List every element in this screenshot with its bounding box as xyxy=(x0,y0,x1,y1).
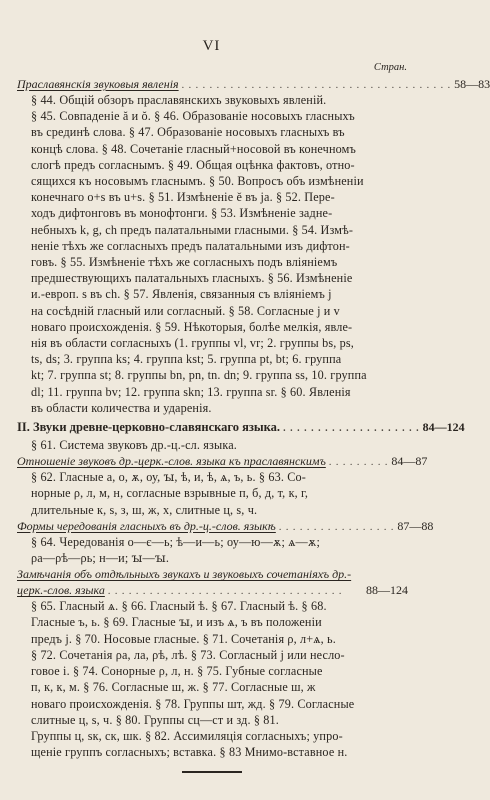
table-of-contents xyxy=(17,76,490,760)
toc-entry-body xyxy=(31,437,408,453)
toc-line: ρа—ρѣ—ρь; н—и; ꙑ—ꙑ. xyxy=(31,551,170,566)
toc-section-title: II. Звуки древне-церковно-славянскаго языка. xyxy=(17,420,281,435)
toc-line: § 44. Общій обзоръ праславянскихъ звуковыхъ явленій. xyxy=(31,93,327,107)
toc-entry-body xyxy=(31,598,408,760)
toc-entry-heading xyxy=(17,453,428,469)
toc-line: въ срединѣ слова. § 47. Образованіе носовыхъ гласныхъ въ xyxy=(31,125,345,140)
leader-dots: . . . . . . . . . . . . . . . . . . . . xyxy=(283,423,420,435)
toc-line: § 62. Гласные а, о, ѫ, оу, ꙑ, ѣ, и, ѣ, ѧ, ъ, ь. § 63. Со- xyxy=(31,470,306,485)
toc-line: длительные к, ѕ, з, ш, ж, х, слитные ц, ѕ, ч. xyxy=(31,502,258,517)
toc-line: концѣ слова. § 48. Сочетаніе гласный+носовой въ конечномъ xyxy=(31,141,356,156)
leader-dots: . . . . . . . . . . . . . . . . . . . . . . . . . . . . . . . . . . . . . . . xyxy=(181,80,452,91)
toc-line: говъ. § 55. Измѣненіе тѣхъ же согласныхъ подъ вліяніемъ xyxy=(31,255,338,270)
leader-dots: . . . . . . . . . . . . . . . . . xyxy=(278,521,395,533)
toc-entry-title: Формы чередованія гласныхъ въ др.-ц.-слов. языкѣ xyxy=(17,518,276,533)
toc-line: новаго происхожденія. § 59. Нѣкоторыя, болѣе мелкія, явле- xyxy=(31,319,353,334)
toc-line: § 65. Гласный ѧ. § 66. Гласный ѣ. § 67. Гласный ѣ. § 68. xyxy=(31,599,327,614)
toc-line: небныхъ k, g, ch предъ палатальными гласными. § 54. Измѣ- xyxy=(31,222,354,237)
toc-line: § 45. Совпаденіе ă и ŏ. § 46. Образованіе носовыхъ гласныхъ xyxy=(31,109,355,124)
toc-entry-heading xyxy=(17,582,408,598)
page-number: VI xyxy=(202,38,221,54)
toc-line: Группы ц, ѕк, ск, шк. § 82. Ассимиляція согласныхъ; упро- xyxy=(31,728,343,743)
leader-dots: . . . . . . . . . xyxy=(328,457,389,469)
toc-line: сящихся къ носовымъ гласнымъ. § 50. Вопросъ объ измѣненіи xyxy=(31,174,364,189)
toc-line: въ области количества и ударенія. xyxy=(31,400,212,415)
toc-entry-title: Отношеніе звуковъ др.-церк.-слов. языка къ праславянскимъ xyxy=(17,454,326,469)
toc-entry-body xyxy=(31,469,408,518)
column-header: Стран. xyxy=(373,62,407,73)
toc-line: говое і. § 74. Сонорные ρ, л, н. § 75. Губные согласные xyxy=(31,664,323,679)
toc-line: новаго происхожденія. § 78. Группы шт, жд. § 79. Согласные xyxy=(31,696,355,711)
closing-rule xyxy=(182,771,242,773)
leader-dots: . . . . . . . . . . . . . . . . . . . . . . . . . . . . . . . . . . xyxy=(107,586,343,598)
toc-entry-title-cont: церк.-слов. языка xyxy=(17,583,105,598)
toc-line: kt; 7. группа st; 8. группы bn, pn, tn. dn; 9. группа ss, 10. группа xyxy=(31,368,367,383)
toc-entry-body xyxy=(31,92,408,416)
toc-line: норные ρ, л, м, н, согласные взрывные п, б, д, т, к, г, xyxy=(31,486,309,501)
toc-line: предшествующихъ палатальныхъ гласныхъ. § 56. Измѣненіе xyxy=(31,271,353,286)
toc-entry-heading xyxy=(17,76,490,92)
toc-line: § 72. Сочетанія ρа, ла, ρѣ, лѣ. § 73. Согласный j или неслo- xyxy=(31,647,345,662)
toc-line: слитные ц, ѕ, ч. § 80. Группы сц—ст и зд. § 81. xyxy=(31,712,279,727)
toc-line: Гласные ъ, ь. § 69. Гласные ꙑ, и изъ ѧ, ъ въ положеніи xyxy=(31,615,322,630)
toc-entry-title: Замѣчанія объ отдѣльныхъ звукахъ и звуковыхъ сочетаніяхъ др.- xyxy=(17,567,352,582)
toc-entry-pages: 88—124 xyxy=(366,583,408,598)
toc-line: и.-европ. s въ ch. § 57. Явленія, связанныя съ вліяніемъ j xyxy=(31,287,332,302)
toc-section-heading xyxy=(17,419,465,437)
toc-entry-heading xyxy=(17,518,434,534)
toc-line: § 64. Чередованія о—є—ь; ѣ—и—ь; оу—ю—ѫ; ѧ—ѫ; xyxy=(31,534,320,549)
toc-entry-body xyxy=(31,534,408,566)
toc-line: неніе тѣхъ же согласныхъ предъ палатальными изъ дифтон- xyxy=(31,238,350,253)
toc-line: ходъ дифтонговъ въ монофтонги. § 53. Измѣненіе задне- xyxy=(31,206,333,221)
toc-line: щеніе группъ согласныхъ; вставка. § 83 Мнимо-вставное н. xyxy=(31,745,348,760)
toc-section-pages: 84—124 xyxy=(422,420,465,435)
toc-entry-title: Праславянскія звуковыя явленія xyxy=(17,77,179,91)
toc-line: предъ j. § 70. Носовые гласные. § 71. Сочетанія ρ, л+ѧ, ь. xyxy=(31,631,336,646)
toc-line: п, к, к, м. § 76. Согласные ш, ж. § 77. Согласные ш, ж xyxy=(31,680,316,695)
toc-line: ts, ds; 3. группа ks; 4. группа kst; 5. группа pt, bt; 6. группа xyxy=(31,352,342,367)
toc-line: нія въ области согласныхъ (1. группы vl, vr; 2. группы bs, ps, xyxy=(31,336,354,351)
toc-line: конечнаго о+s въ u+s. § 51. Измѣненіе ě въ ja. § 52. Пере- xyxy=(31,190,335,205)
toc-line: слогѣ предъ согласнымъ. § 49. Общая оцѣнка фактовъ, отно- xyxy=(31,157,355,172)
toc-line: § 61. Система звуковъ др.-ц.-сл. языка. xyxy=(31,438,238,453)
toc-entry-pages: 84—87 xyxy=(391,454,428,469)
toc-entry-pages: 58—83 xyxy=(454,77,490,91)
toc-entry-pages: 87—88 xyxy=(397,518,434,533)
toc-line: на сосѣдній гласный или согласный. § 58. Согласные j и v xyxy=(31,303,340,318)
toc-line: dl; 11. группа bv; 12. группа skn; 13. группа sr. § 60. Явленія xyxy=(31,384,351,399)
